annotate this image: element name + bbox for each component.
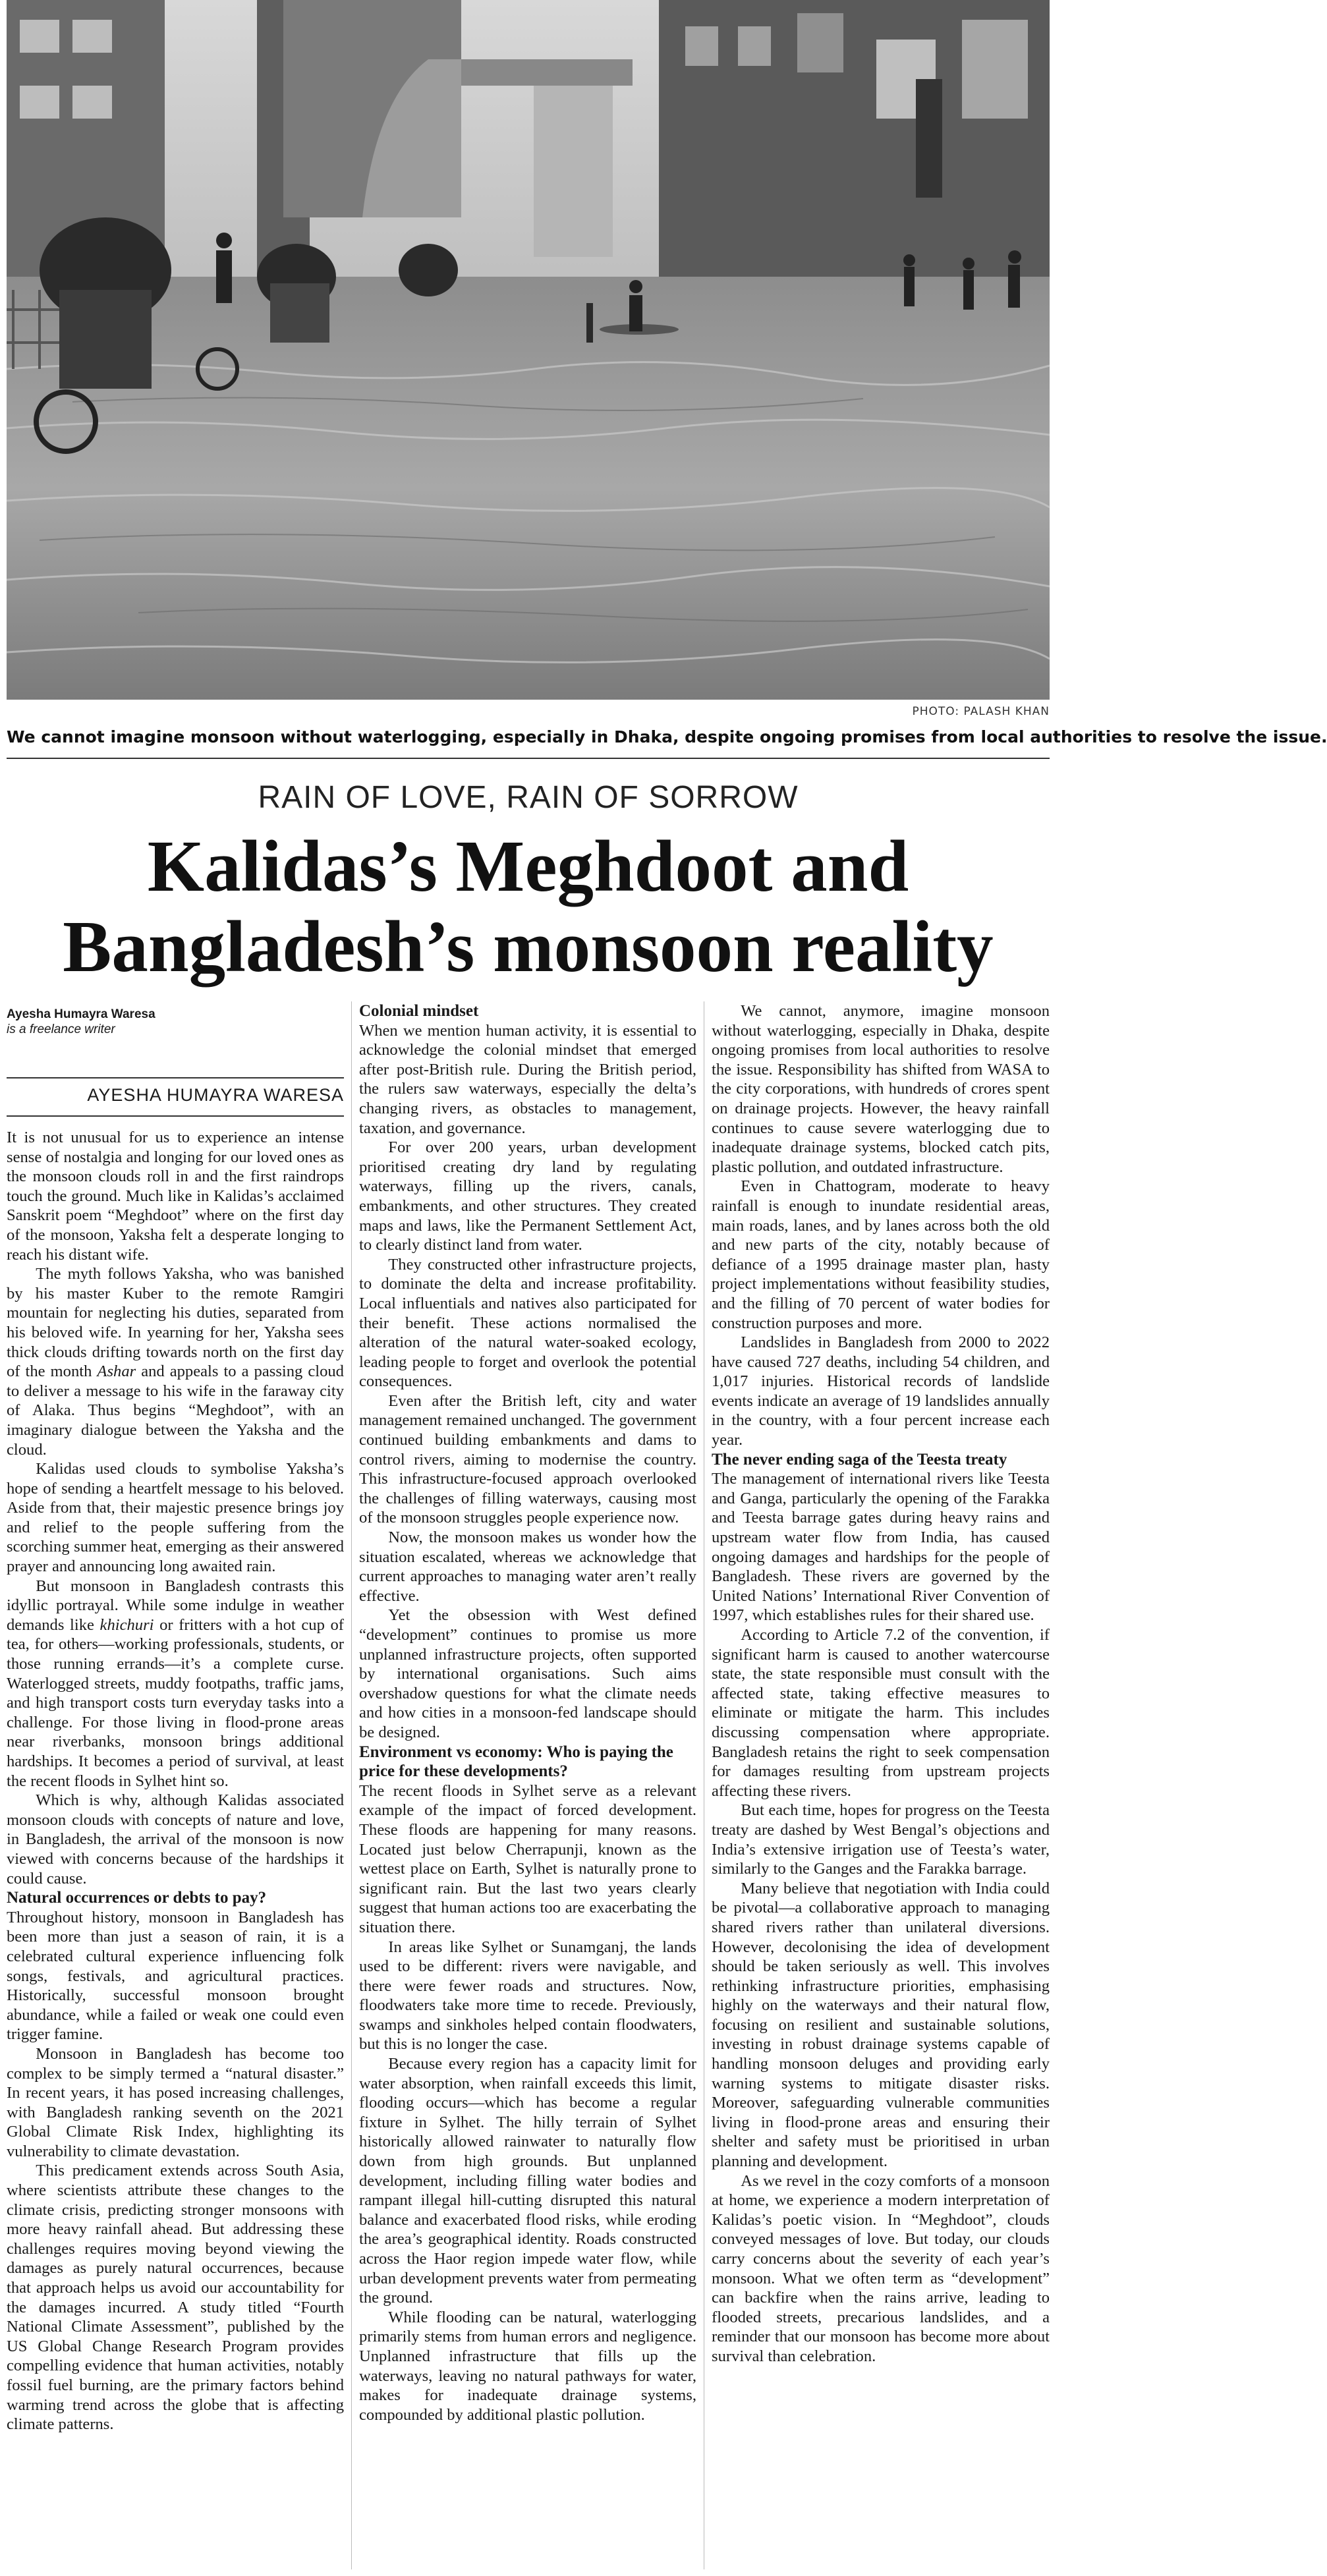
subheading: Natural occurrences or debts to pay? xyxy=(7,1889,267,1907)
headline xyxy=(0,827,1056,988)
flooded-street-photo xyxy=(7,0,1050,700)
paragraph: Throughout history, monsoon in Bangladesh has been more than just a season of rain, it is a celebrated cultural experience influencing folk songs, festivals, and agricultural practices. Historically, successful monsoon brought abundance, while a failed or weak one could even trigger famine. xyxy=(7,1908,344,2044)
article-column-2 xyxy=(359,1001,696,2424)
column-divider xyxy=(351,1001,352,2569)
photo-caption: We cannot imagine monsoon without waterlogging, especially in Dhaka, despite ongoing promises from local authorities to resolve the issue. xyxy=(7,727,1327,746)
divider xyxy=(7,1115,344,1117)
paragraph: Landslides in Bangladesh from 2000 to 2022 have caused 727 deaths, including 54 children, and 1,017 injuries. Historical records of landslide events indicate an average of 19 landslides annually in the country, with a four percent increase each year. xyxy=(712,1333,1050,1449)
paragraph: As we revel in the cozy comforts of a monsoon at home, we experience a modern interpretation of Kalidas’s poetic vision. In “Meghdoot”, clouds conveyed messages of love. But today, our clouds carry concerns about the severity of each year’s monsoon. What we often term as “development” can backfire when the rains arrive, leading to flooded streets, precarious landslides, and a reminder that our monsoon has become more about survival than celebration. xyxy=(712,2171,1050,2365)
headline-line-2: Bangladesh’s monsoon reality xyxy=(63,907,994,988)
paragraph: They constructed other infrastructure projects, to dominate the delta and increase profitability. Local influentials and natives also participated for their benefit. These actions normalised the alteration of the natural water-soaked ecology, leading people to forget and overlook the potential consequences. xyxy=(359,1255,696,1391)
author-note-name: Ayesha Humayra Waresa xyxy=(7,1007,155,1021)
paragraph: According to Article 7.2 of the convention, if significant harm is caused to another watercourse state, the state responsible must consult with the affected state, taking effective measures to eliminate or mitigate the harm. This includes discussing compensation where appropriate. Bangladesh retains the right to seek compensation for damages resulting from upstream projects affecting these rivers. xyxy=(712,1626,1050,1800)
subheading: The never ending saga of the Teesta treaty xyxy=(712,1450,1007,1469)
paragraph: The management of international rivers like Teesta and Ganga, particularly the opening of the Farakka and Teesta barrage gates during heavy rains and upstream water flow from India, has caused ongoing damages and hardships for the people of Bangladesh. These rivers are governed by the United Nations’ International River Convention of 1997, which establishes rules for their shared use. xyxy=(712,1470,1050,1625)
article-column-1 xyxy=(7,1128,344,2434)
text-run: The myth follows Yaksha, who was banished by his master Kuber to the remote Ramgiri mountain for neglecting his duties, separated from his beloved wife. In yearning for her, Yaksha sees thick clouds drifting towards north on the first day of the month xyxy=(7,1265,344,1381)
paragraph: It is not unusual for us to experience an intense sense of nostalgia and longing for our loved ones as the monsoon clouds roll in and the first raindrops touch the ground. Much like in Kalidas’s acclaimed Sanskrit poem “Meghdoot” where on the first day of the monsoon, Yaksha felt a desperate longing to reach his distant wife. xyxy=(7,1129,344,1264)
paragraph: Yet the obsession with West defined “development” continues to promise us more unplanned infrastructure projects, often supported by international organisations. Such aims overshadow questions for what the climate needs and how cities in a monsoon-fed landscape should be designed. xyxy=(359,1606,696,1741)
text-run: or fritters with a hot cup of tea, for others—working professionals, students, or those running errands—it’s a complete curse. Waterlogged streets, muddy footpaths, traffic jams, and high transport costs turn everyday tasks into a challenge. For those living in flood-prone areas near riverbanks, monsoon brings additional hardships. It becomes a period of survival, at least the recent floods in Sylhet hint so. xyxy=(7,1615,344,1790)
paragraph: Because every region has a capacity limit for water absorption, when rainfall exceeds this limit, flooding occurs—which has become a regular fixture in Sylhet. The hilly terrain of Sylhet historically allowed rainwater to naturally flow down from high grounds. But unplanned development, including filling water bodies and rampant illegal hill-cutting disrupted this natural balance and exacerbated flood risks, while eroding the area’s geographical identity. Roads constructed across the Haor region impede water flow, while urban development prevents water from permeating the ground. xyxy=(359,2055,696,2307)
paragraph: The recent floods in Sylhet serve as a relevant example of the impact of forced development. These floods are happening for many reasons. Located just below Cherrapunji, known as the wettest place on Earth, Sylhet is naturally prone to significant rain. But the last two years clearly suggest that human actions too are exacerbating the situation there. xyxy=(359,1781,696,1936)
text-run: But monsoon in Bangladesh contrasts this idyllic portrayal. While some indulge in weather demands like xyxy=(7,1577,344,1634)
kicker: RAIN OF LOVE, RAIN OF SORROW xyxy=(258,780,799,815)
article-column-3 xyxy=(712,1001,1050,2366)
italic-word: Ashar xyxy=(97,1362,136,1381)
paragraph: But each time, hopes for progress on the Teesta treaty are dashed by West Bengal’s objections and India’s extensive irrigation use of Teesta’s water, similarly to the Ganges and the Farakka barrage. xyxy=(712,1801,1050,1878)
paragraph: Kalidas used clouds to symbolise Yaksha’s hope of sending a heartfelt message to his beloved. Aside from that, their majestic presence brings joy and relief to the people suffering from the scorching summer heat, emerging as their answered prayer and announcing long awaited rain. xyxy=(7,1460,344,1576)
paragraph: Which is why, although Kalidas associated monsoon clouds with concepts of nature and love, in Bangladesh, the arrival of the monsoon is now viewed with concerns because of the hardships it could cause. xyxy=(7,1791,344,1888)
author-note xyxy=(7,1007,349,1037)
paragraph xyxy=(7,1577,344,1791)
paragraph: This predicament extends across South Asia, where scientists attribute these changes to the climate crisis, predicting stronger monsoons with more heavy rainfall ahead. But addressing these challenges requires moving beyond viewing the damages as purely natural occurrences, because that approach helps us avoid our accountability for the damages incurred. A study titled “Fourth National Climate Assessment”, published by the US Global Change Research Program provides compelling evidence that human activities, notably fossil fuel burning, are the primary factors behind warming trend across the globe that is affecting climate patterns. xyxy=(7,2162,344,2434)
paragraph: Many believe that negotiation with India could be pivotal—a collaborative approach to managing shared rivers rather than unilateral diversions. However, decolonising the idea of development should be taken seriously as well. This involves rethinking infrastructure priorities, emphasising highly on the waterways and their natural flow, focusing on resilient and sustainable solutions, investing in robust drainage systems capable of handling monsoon deluges and providing early warning systems to mitigate disaster risks. Moreover, safeguarding vulnerable communities living in flood-prone areas and ensuring their shelter and safety must be prioritised in urban planning and development. xyxy=(712,1879,1050,2171)
paragraph: While flooding can be natural, waterlogging primarily stems from human errors and negligence. Unplanned infrastructure that fills up the waterways, leaving no natural pathways for water, makes for inadequate drainage systems, compounded by additional plastic pollution. xyxy=(359,2308,696,2424)
paragraph: We cannot, anymore, imagine monsoon without waterlogging, especially in Dhaka, despite ongoing promises from local authorities to resolve the issue. Responsibility has shifted from WASA to the city corporations, with hundreds of crores spent on drainage projects. However, the heavy rainfall continues to cause severe waterlogging due to inadequate drainage systems, blocked catch pits, plastic pollution, and outdated infrastructure. xyxy=(712,1002,1050,1176)
paragraph xyxy=(7,1264,344,1459)
divider xyxy=(7,1077,344,1078)
paragraph: In areas like Sylhet or Sunamganj, the lands used to be different: rivers were navigable, and there were fewer roads and structures. Now, floodwaters take more time to recede. Previously, swamps and sinkholes helped contain floodwaters, but this is no longer the case. xyxy=(359,1938,696,2054)
paragraph: Monsoon in Bangladesh has become too complex to be simply termed a “natural disaster.” In recent years, it has posed increasing challenges, with Bangladesh ranking seventh on the 2021 Global Climate Risk Index, highlighting its vulnerability to climate devastation. xyxy=(7,2044,344,2160)
paragraph: Now, the monsoon makes us wonder how the situation escalated, whereas we acknowledge that current approaches to managing water aren’t really effective. xyxy=(359,1528,696,1605)
paragraph: For over 200 years, urban development prioritised creating dry land by regulating waterways, filling up the rivers, canals, embankments, and other structures. They created maps and laws, like the Permanent Settlement Act, to clearly distinct land from water. xyxy=(359,1138,696,1254)
headline-line-1: Kalidas’s Meghdoot and xyxy=(147,826,909,907)
italic-word: khichuri xyxy=(99,1615,154,1634)
author-note-role: is a freelance writer xyxy=(7,1022,115,1036)
paragraph: When we mention human activity, it is essential to acknowledge the colonial mindset that emerged after post-British rule. During the British period, the rulers saw waterways, especially the delta’s changing rivers, as obstacles to management, taxation, and governance. xyxy=(359,1021,696,1137)
text-run: and appeals to a passing cloud to deliver a message to his wife in the faraway city of Alaka. Thus begins “Meghdoot”, with an imaginary dialogue between the Yaksha and the cloud. xyxy=(7,1362,344,1459)
news-photo xyxy=(7,0,1050,700)
photo-credit: PHOTO: PALASH KHAN xyxy=(912,705,1050,718)
subheading: Environment vs economy: Who is paying the price for these developments? xyxy=(359,1743,673,1781)
paragraph: Even in Chattogram, moderate to heavy rainfall is enough to inundate residential areas, main roads, lanes, and by lanes across both the old and new parts of the city, notably because of defiance of a 1995 drainage master plan, hasty project implementations without feasibility studies, and the filling of 70 percent of water bodies for construction purposes and more. xyxy=(712,1177,1050,1332)
paragraph: Even after the British left, city and water management remained unchanged. The government continued building embankments and dams to control rivers, aiming to modernise the country. This infrastructure-focused approach overlooked the challenges of filling waterways, causing most of the monsoon struggles people experience now. xyxy=(359,1391,696,1527)
author-byline: AYESHA HUMAYRA WARESA xyxy=(87,1085,344,1105)
divider xyxy=(7,758,1050,759)
subheading: Colonial mindset xyxy=(359,1002,479,1020)
